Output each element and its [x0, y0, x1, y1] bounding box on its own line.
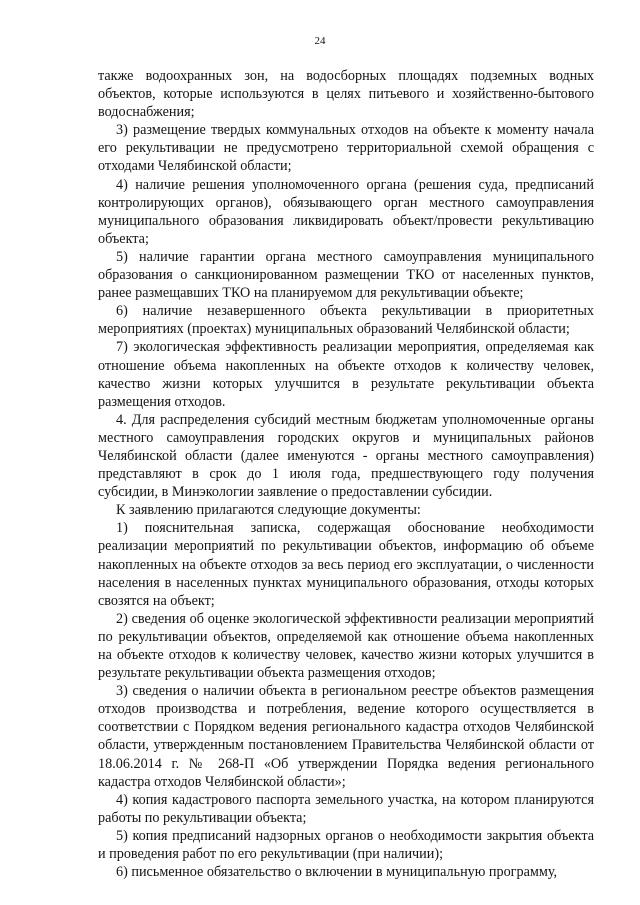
paragraph-item-7: 7) экологическая эффективность реализации мероприятия, определяемая как отношение объема накопленных на объекте отходов к количеству человек, качество жизни которых улучшится в результате рекультивации объекта размещения отходов.	[98, 339, 594, 410]
paragraph-attachment-1: 1) пояснительная записка, содержащая обоснование необходимости реализации мероприятий по рекультивации объектов, информацию об объеме накопленных на объекте отходов за весь период его эксплуатации, о численности населения в населенных пунктах муниципального образования, отходы которых свозятся на объект;	[98, 520, 594, 609]
paragraph-item-5: 5) наличие гарантии органа местного самоуправления муниципального образования о санкционированном размещении ТКО от населенных пунктов, ранее размещавших ТКО на планируемом для рекультивации объекте;	[98, 248, 594, 302]
paragraph-attachment-2: 2) сведения об оценке экологической эффективности реализации мероприятий по рекультивации объектов, определяемой как отношение объема накопленных на объекте отходов к количеству человек, качество жизни которых улучшится в результате рекультивации объекта размещения отходов;	[98, 610, 594, 682]
paragraph-item-6: 6) наличие незавершенного объекта рекультивации в приоритетных мероприятиях (проектах) муниципальных образований Челябинской области;	[98, 303, 594, 338]
paragraph-attachment-4: 4) копия кадастрового паспорта земельного участка, на котором планируются работы по рекультивации объекта;	[98, 791, 594, 826]
paragraph-continuation: также водоохранных зон, на водосборных площадях подземных водных объектов, которые используются в целях питьевого и хозяйственно-бытового водоснабжения;	[98, 68, 594, 121]
paragraph-item-4: 4) наличие решения уполномоченного органа (решения суда, предписаний контролирующих органов), обязывающего орган местного самоуправления муниципального образования ликвидировать объект/провести рекультивацию объекта;	[98, 176, 594, 247]
document-body	[98, 67, 594, 881]
paragraph-attachments-intro: К заявлению прилагаются следующие документы:	[116, 502, 421, 519]
paragraph-attachment-5: 5) копия предписаний надзорных органов о необходимости закрытия объекта и проведения работ по его рекультивации (при наличии);	[98, 827, 594, 863]
page-number: 24	[314, 35, 326, 47]
paragraph-attachment-6: 6) письменное обязательство о включении в муниципальную программу,	[116, 864, 558, 881]
paragraph-section-4: 4. Для распределения субсидий местным бюджетам уполномоченные органы местного самоуправления городских округов и муниципальных районов Челябинской области (далее именуются - органы местного самоуправления) представляют в срок до 1 июля года, предшествующего году получения субсидии, в Минэкологии заявление о предоставлении субсидии.	[98, 411, 594, 501]
paragraph-item-3: 3) размещение твердых коммунальных отходов на объекте к моменту начала его рекультивации не предусмотрено территориальной схемой обращения с отходами Челябинской области;	[98, 122, 594, 175]
paragraph-attachment-3: 3) сведения о наличии объекта в региональном реестре объектов размещения отходов производства и потребления, ведение которого осуществляется в соответствии с Порядком ведения регионального кадастра отходов Челябинской области, утвержденным постановлением Правительства Челябинской области от 18.06.2014 г. № 268-П «Об утверждении Порядка ведения регионального кадастра отходов Челябинской области»;	[98, 683, 594, 790]
